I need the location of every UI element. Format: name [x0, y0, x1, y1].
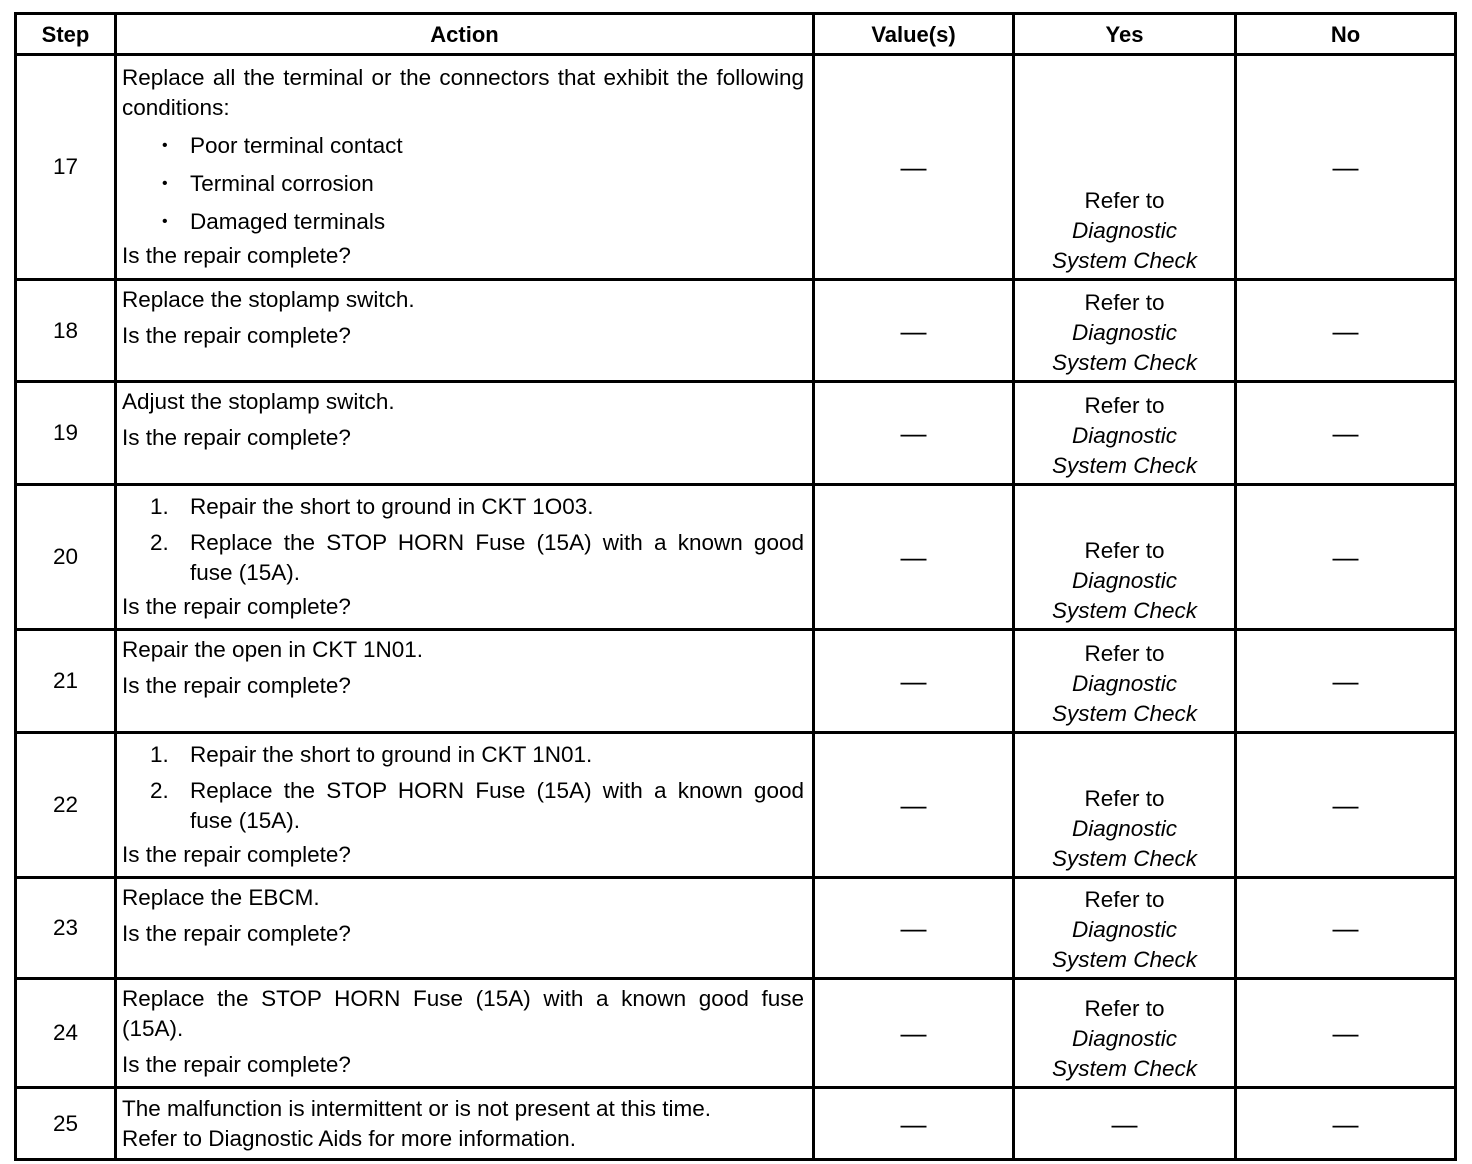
- yes-cell: —: [1014, 1088, 1236, 1160]
- step-number: 22: [16, 733, 116, 878]
- diagnostic-label: Diagnostic: [1071, 917, 1178, 942]
- diagnostic-label: Diagnostic: [1071, 423, 1178, 448]
- action-cell: [116, 733, 814, 878]
- values-cell: —: [814, 878, 1014, 979]
- table-row: [16, 382, 1456, 485]
- diagnostic-label: Diagnostic: [1071, 1026, 1178, 1051]
- action-cell: [116, 280, 814, 382]
- refer-to-label: Refer to: [1084, 641, 1165, 666]
- step-number: 18: [16, 280, 116, 382]
- values-cell: —: [814, 979, 1014, 1088]
- no-cell: —: [1236, 878, 1456, 979]
- item-text: Replace the STOP HORN Fuse (15A) with a known good fuse (15A).: [190, 530, 804, 585]
- system-check-label: System Check: [1051, 947, 1198, 972]
- header-row: [16, 14, 1456, 55]
- yes-cell: [1014, 630, 1236, 733]
- bullet-mark: •: [162, 213, 168, 230]
- table-row: [16, 280, 1456, 382]
- values-cell: —: [814, 630, 1014, 733]
- item-number: 1.: [150, 742, 169, 767]
- no-cell: —: [1236, 280, 1456, 382]
- list-item: [162, 131, 804, 161]
- step-number: 25: [16, 1088, 116, 1160]
- values-cell: —: [814, 1088, 1014, 1160]
- step-number: 19: [16, 382, 116, 485]
- yes-cell: [1014, 878, 1236, 979]
- item-text: Replace the STOP HORN Fuse (15A) with a known good fuse (15A).: [190, 778, 804, 833]
- step-number: 21: [16, 630, 116, 733]
- no-cell: —: [1236, 630, 1456, 733]
- diagnostic-label: Diagnostic: [1071, 816, 1178, 841]
- action-cell: [116, 1088, 814, 1160]
- step-number: 20: [16, 485, 116, 630]
- action-text: Replace the EBCM.: [122, 885, 320, 910]
- action-cell: [116, 55, 814, 280]
- header-step: Step: [16, 14, 116, 55]
- refer-to-label: Refer to: [1084, 786, 1165, 811]
- no-cell: —: [1236, 979, 1456, 1088]
- repair-question: Is the repair complete?: [122, 425, 351, 450]
- table-row: [16, 878, 1456, 979]
- diagnostic-label: Diagnostic: [1071, 671, 1178, 696]
- yes-cell: [1014, 382, 1236, 485]
- refer-to-label: Refer to: [1084, 538, 1165, 563]
- values-cell: —: [814, 280, 1014, 382]
- list-item: [162, 207, 804, 237]
- list-item: [162, 169, 804, 199]
- item-text: Repair the short to ground in CKT 1N01.: [190, 742, 593, 767]
- bullet-mark: •: [162, 175, 168, 192]
- system-check-label: System Check: [1051, 701, 1198, 726]
- action-cell: [116, 382, 814, 485]
- yes-cell: [1014, 55, 1236, 280]
- header-action: Action: [116, 14, 814, 55]
- repair-question: Is the repair complete?: [122, 323, 351, 348]
- repair-question: Is the repair complete?: [122, 673, 351, 698]
- values-cell: —: [814, 485, 1014, 630]
- action-text: Replace the stoplamp switch.: [122, 287, 415, 312]
- bullet-text: Terminal corrosion: [190, 171, 374, 196]
- yes-cell: [1014, 733, 1236, 878]
- diagnostic-table-page: [14, 12, 1454, 1161]
- no-cell: —: [1236, 485, 1456, 630]
- diagnostic-table: [14, 12, 1457, 1161]
- list-item: [150, 776, 804, 836]
- system-check-label: System Check: [1051, 598, 1198, 623]
- action-cell: [116, 979, 814, 1088]
- no-cell: —: [1236, 55, 1456, 280]
- refer-to-label: Refer to: [1084, 393, 1165, 418]
- values-cell: —: [814, 382, 1014, 485]
- system-check-label: System Check: [1051, 248, 1198, 273]
- action-text: Adjust the stoplamp switch.: [122, 389, 395, 414]
- table-row: [16, 630, 1456, 733]
- repair-question: Is the repair complete?: [122, 921, 351, 946]
- step-number: 17: [16, 55, 116, 280]
- diagnostic-label: Diagnostic: [1071, 568, 1178, 593]
- system-check-label: System Check: [1051, 453, 1198, 478]
- yes-cell: [1014, 979, 1236, 1088]
- system-check-label: System Check: [1051, 1056, 1198, 1081]
- item-text: Repair the short to ground in CKT 1O03.: [190, 494, 594, 519]
- action-text: Replace all the terminal or the connectors that exhibit the following conditions:: [122, 65, 804, 120]
- refer-to-label: Refer to: [1084, 188, 1165, 213]
- no-cell: —: [1236, 733, 1456, 878]
- list-item: [150, 528, 804, 588]
- list-item: [150, 492, 804, 522]
- table-row: [16, 55, 1456, 280]
- repair-question: Is the repair complete?: [122, 842, 351, 867]
- no-cell: —: [1236, 382, 1456, 485]
- diagnostic-label: Diagnostic: [1071, 320, 1178, 345]
- yes-cell: [1014, 280, 1236, 382]
- item-number: 1.: [150, 494, 169, 519]
- item-number: 2.: [150, 530, 169, 555]
- action-cell: [116, 878, 814, 979]
- system-check-label: System Check: [1051, 846, 1198, 871]
- yes-cell: [1014, 485, 1236, 630]
- bullet-text: Damaged terminals: [190, 209, 386, 234]
- table-row: [16, 733, 1456, 878]
- system-check-label: System Check: [1051, 350, 1198, 375]
- bullet-mark: •: [162, 137, 168, 154]
- repair-question: Is the repair complete?: [122, 594, 351, 619]
- table-row: [16, 485, 1456, 630]
- repair-question: Is the repair complete?: [122, 1052, 351, 1077]
- refer-to-label: Refer to: [1084, 290, 1165, 315]
- bullet-text: Poor terminal contact: [190, 133, 403, 158]
- header-no: No: [1236, 14, 1456, 55]
- action-cell: [116, 485, 814, 630]
- header-yes: Yes: [1014, 14, 1236, 55]
- refer-to-label: Refer to: [1084, 996, 1165, 1021]
- values-cell: —: [814, 733, 1014, 878]
- action-text: The malfunction is intermittent or is not present at this time. Refer to Diagnostic Aids for more information.: [122, 1095, 711, 1151]
- item-number: 2.: [150, 778, 169, 803]
- no-cell: —: [1236, 1088, 1456, 1160]
- list-item: [150, 740, 804, 770]
- table-row: [16, 1088, 1456, 1160]
- action-text: Replace the STOP HORN Fuse (15A) with a known good fuse (15A).: [122, 986, 804, 1041]
- refer-to-label: Refer to: [1084, 887, 1165, 912]
- values-cell: —: [814, 55, 1014, 280]
- step-number: 24: [16, 979, 116, 1088]
- table-row: [16, 979, 1456, 1088]
- step-number: 23: [16, 878, 116, 979]
- action-cell: [116, 630, 814, 733]
- diagnostic-label: Diagnostic: [1071, 218, 1178, 243]
- action-text: Repair the open in CKT 1N01.: [122, 637, 424, 662]
- header-values: Value(s): [814, 14, 1014, 55]
- repair-question: Is the repair complete?: [122, 243, 351, 268]
